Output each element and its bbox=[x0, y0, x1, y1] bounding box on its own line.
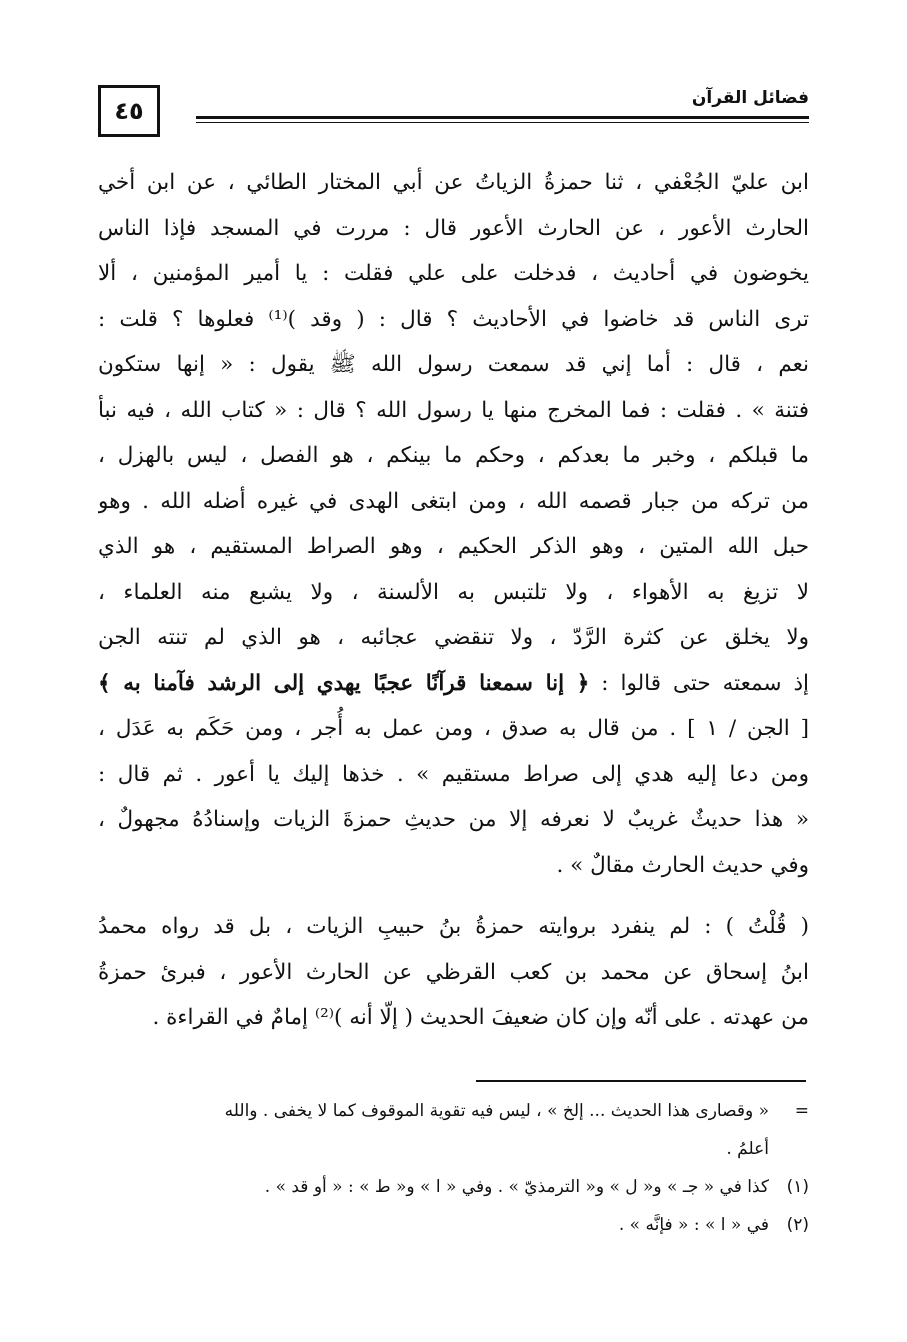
header-rule-thick bbox=[196, 116, 809, 119]
text-line: ابن عليّ الجُعْفي ، ثنا حمزةُ الزياتُ عن أبي المختار الطائي ، عن ابن أخي bbox=[98, 170, 809, 195]
line-prefix: إذ سمعته حتى قالوا : bbox=[589, 670, 809, 696]
header-rule-thin bbox=[196, 122, 809, 123]
footnote-text: « وقصارى هذا الحديث ... إلخ » ، ليس فيه تقوية الموقوف كما لا يخفى . والله bbox=[224, 1101, 769, 1121]
text-line: ترى الناس قد خاضوا في الأحاديث ؟ قال : ( وقد )⁽¹⁾ فعلوها ؟ قلت : bbox=[98, 306, 809, 332]
page-number: ٤٥ bbox=[98, 85, 160, 137]
text-line: الحارث الأعور ، عن الحارث الأعور قال : مررت في المسجد فإذا الناس bbox=[98, 215, 809, 241]
footnote-text: كذا في « جـ » و« ل » و« الترمذيّ » . وفي « ا » و« ط » : « أو قد » . bbox=[264, 1177, 769, 1197]
footnote-text: في « ا » : « فإنَّه » . bbox=[618, 1215, 769, 1235]
text-line: [ الجن / ١ ] . من قال به صدق ، ومن عمل به أُجر ، ومن حَكَم به عَدَل ، bbox=[98, 716, 809, 741]
footnote-separator bbox=[476, 1080, 806, 1082]
text-line: ( قُلْتُ ) : لم ينفرد بروايته حمزةُ بنُ حبيبِ الزيات ، بل قد رواه محمدُ bbox=[98, 914, 809, 939]
text-line-quran bbox=[98, 661, 809, 707]
text-line: ابنُ إسحاق عن محمد بن كعب القرظي عن الحارث الأعور ، فبرئ حمزةُ bbox=[98, 959, 809, 985]
footnotes bbox=[98, 1092, 809, 1244]
running-head: فضائل القرآن bbox=[691, 88, 809, 108]
text-line: لا تزيغ به الأهواء ، ولا تلتبس به الألسنة ، ولا يشبع منه العلماء ، bbox=[98, 579, 809, 605]
paragraph-gap bbox=[98, 888, 809, 904]
text-line: من تركه من جبار قصمه الله ، ومن ابتغى الهدى في غيره أضله الله . وهو bbox=[98, 488, 809, 514]
text-line: يخوضون في أحاديث ، فدخلت على علي فقلت : يا أمير المؤمنين ، ألا bbox=[98, 261, 809, 286]
footnote-continued-line bbox=[98, 1130, 809, 1168]
footnote-2 bbox=[98, 1206, 809, 1244]
footnote-text: أعلمُ . bbox=[726, 1139, 769, 1159]
quran-verse: ﴿ إنا سمعنا قرآنًا عجبًا يهدي إلى الرشد فآمنا به ﴾ bbox=[98, 670, 590, 696]
text-line: حبل الله المتين ، وهو الذكر الحكيم ، وهو الصراط المستقيم ، هو الذي bbox=[98, 534, 809, 559]
text-line: فتنة » . فقلت : فما المخرج منها يا رسول الله ؟ قال : « كتاب الله ، فيه نبأ bbox=[98, 397, 809, 423]
text-line: « هذا حديثٌ غريبٌ لا نعرفه إلا من حديثِ حمزةَ الزيات وإسنادُهُ مجهولٌ ، bbox=[98, 807, 809, 832]
footnote-1 bbox=[98, 1168, 809, 1206]
text-line: ولا يخلق عن كثرة الرَّدّ ، ولا تنقضي عجائبه ، هو الذي لم تنته الجن bbox=[98, 625, 809, 650]
footnote-marker: (١) bbox=[786, 1177, 809, 1197]
footnote-marker: = bbox=[794, 1101, 809, 1121]
text-line: من عهدته . على أنّه وإن كان ضعيفَ الحديث ( إلّا أنه )⁽²⁾ إمامٌ في القراءة . bbox=[152, 1005, 809, 1030]
footnote-continued bbox=[98, 1092, 809, 1130]
footnote-marker: (٢) bbox=[786, 1215, 809, 1235]
text-line: ما قبلكم ، وخبر ما بعدكم ، وحكم ما بينكم ، هو الفصل ، ليس بالهزل ، bbox=[98, 443, 809, 468]
text-line: نعم ، قال : أما إني قد سمعت رسول الله ﷺ يقول : « إنها ستكون bbox=[98, 352, 809, 377]
text-line: ومن دعا إليه هدي إلى صراط مستقيم » . خذها إليك يا أعور . ثم قال : bbox=[98, 761, 809, 787]
text-line: وفي حديث الحارث مقالٌ » . bbox=[556, 852, 809, 878]
main-text bbox=[98, 160, 809, 1041]
